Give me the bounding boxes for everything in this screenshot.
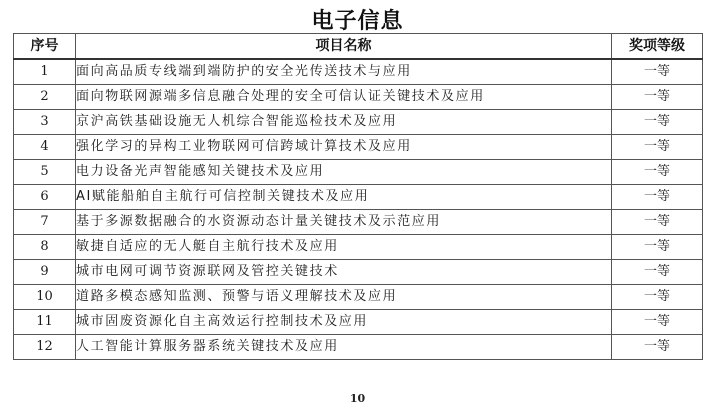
row-project-name: 城市固废资源化自主高效运行控制技术及应用 (76, 310, 612, 335)
header-row (14, 34, 703, 60)
row-project-name: 人工智能计算服务器系统关键技术及应用 (76, 335, 612, 360)
table-row (14, 85, 703, 110)
table-row (14, 285, 703, 310)
row-serial-number: 10 (14, 285, 76, 310)
table-body (14, 59, 703, 360)
row-award-level: 一等 (612, 235, 703, 260)
table-row (14, 185, 703, 210)
row-project-name: 敏捷自适应的无人艇自主航行技术及应用 (76, 235, 612, 260)
table-row (14, 135, 703, 160)
header-project-name: 项目名称 (76, 34, 612, 60)
row-award-level: 一等 (612, 110, 703, 135)
row-serial-number: 12 (14, 335, 76, 360)
row-award-level: 一等 (612, 335, 703, 360)
table-row (14, 335, 703, 360)
row-award-level: 一等 (612, 85, 703, 110)
row-award-level: 一等 (612, 210, 703, 235)
row-project-name: 面向物联网源端多信息融合处理的安全可信认证关键技术及应用 (76, 85, 612, 110)
row-project-name: 基于多源数据融合的水资源动态计量关键技术及示范应用 (76, 210, 612, 235)
row-serial-number: 2 (14, 85, 76, 110)
row-project-name: 城市电网可调节资源联网及管控关键技术 (76, 260, 612, 285)
table-row (14, 260, 703, 285)
table-row (14, 310, 703, 335)
page-number: 10 (349, 392, 366, 405)
row-project-name: 电力设备光声智能感知关键技术及应用 (76, 160, 612, 185)
header-award-level: 奖项等级 (612, 34, 703, 60)
table-header (14, 34, 703, 60)
row-project-name: 强化学习的异构工业物联网可信跨域计算技术及应用 (76, 135, 612, 160)
row-project-name: 面向高品质专线端到端防护的安全光传送技术与应用 (76, 59, 612, 85)
row-award-level: 一等 (612, 185, 703, 210)
row-serial-number: 7 (14, 210, 76, 235)
row-project-name: AI赋能船舶自主航行可信控制关键技术及应用 (76, 185, 612, 210)
table-row (14, 210, 703, 235)
row-award-level: 一等 (612, 135, 703, 160)
row-serial-number: 5 (14, 160, 76, 185)
row-serial-number: 8 (14, 235, 76, 260)
row-serial-number: 11 (14, 310, 76, 335)
row-serial-number: 4 (14, 135, 76, 160)
header-serial-number: 序号 (14, 34, 76, 60)
row-serial-number: 6 (14, 185, 76, 210)
row-award-level: 一等 (612, 160, 703, 185)
row-project-name: 京沪高铁基础设施无人机综合智能巡检技术及应用 (76, 110, 612, 135)
document-title: 电子信息 (311, 9, 404, 34)
table-row (14, 160, 703, 185)
awards-table (13, 33, 703, 360)
row-serial-number: 9 (14, 260, 76, 285)
row-serial-number: 1 (14, 59, 76, 85)
row-award-level: 一等 (612, 59, 703, 85)
table-row (14, 59, 703, 85)
table-row (14, 110, 703, 135)
row-serial-number: 3 (14, 110, 76, 135)
table-row (14, 235, 703, 260)
row-award-level: 一等 (612, 260, 703, 285)
row-award-level: 一等 (612, 285, 703, 310)
row-award-level: 一等 (612, 310, 703, 335)
row-project-name: 道路多模态感知监测、预警与语义理解技术及应用 (76, 285, 612, 310)
